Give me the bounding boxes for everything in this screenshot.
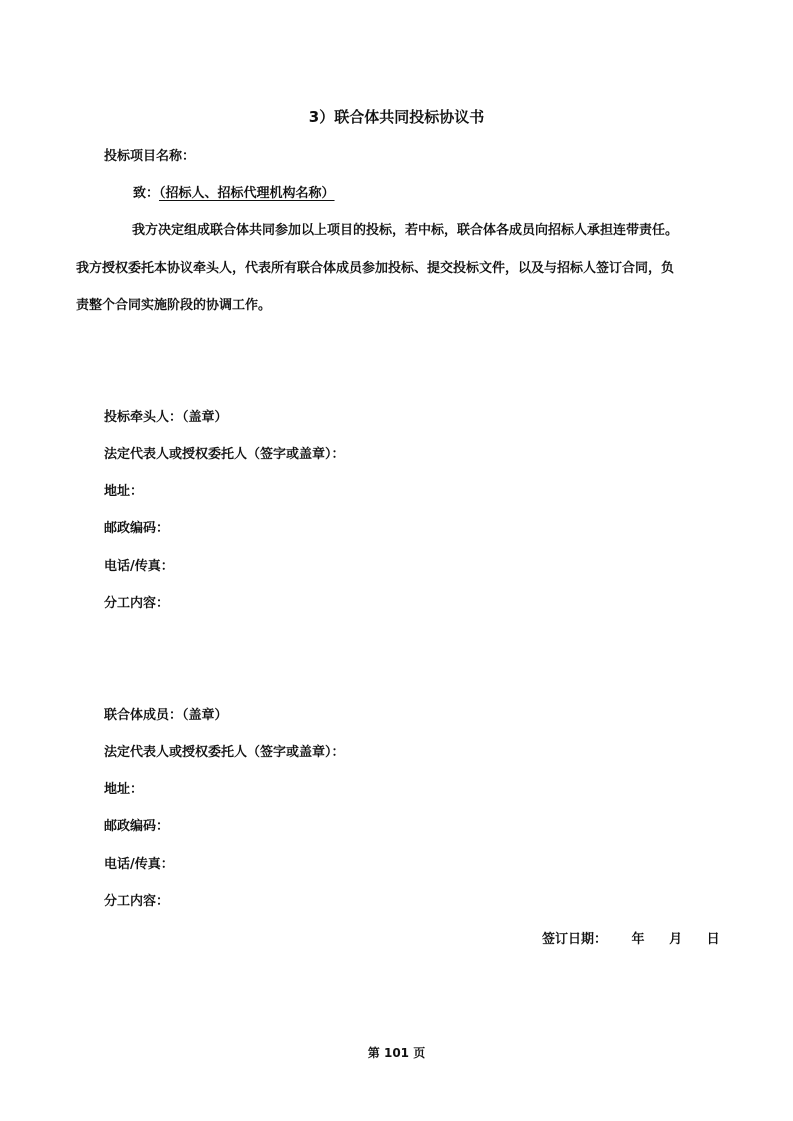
lead-party-postcode: 邮政编码： [104, 521, 170, 536]
lead-party-division: 分工内容： [104, 596, 170, 611]
addressee-value: （招标人、招标代理机构名称） [159, 186, 335, 201]
lead-party-representative: 法定代表人或授权委托人（签字或盖章）： [104, 447, 345, 462]
page-number-footer: 第 101 页 [367, 1046, 426, 1060]
member-party-postcode: 邮政编码： [104, 819, 170, 834]
signing-date [542, 931, 720, 949]
member-party-division: 分工内容： [104, 894, 170, 909]
lead-party-name: 投标牵头人：（盖章） [104, 410, 228, 425]
signing-date-label: 签订日期： [542, 932, 608, 947]
signing-date-day: 日 [706, 932, 720, 947]
member-party-name: 联合体成员：（盖章） [104, 708, 228, 723]
lead-party-phone-fax: 电话/传真： [104, 559, 174, 574]
body-line-3: 责整个合同实施阶段的协调工作。 [76, 298, 272, 313]
member-party-representative: 法定代表人或授权委托人（签字或盖章）： [104, 745, 345, 760]
body-line-1: 我方决定组成联合体共同参加以上项目的投标，若中标，联合体各成员向招标人承担连带责任。 [132, 223, 679, 238]
member-party-phone-fax: 电话/传真： [104, 857, 174, 872]
body-line-2: 我方授权委托本协议牵头人，代表所有联合体成员参加投标、提交投标文件，以及与招标人签订合同，负 [76, 261, 675, 276]
signing-date-month: 月 [669, 932, 683, 947]
addressee-prefix: 致： [133, 186, 160, 201]
member-party-address: 地址： [104, 782, 144, 797]
document-title: 3）联合体共同投标协议书 [308, 108, 485, 126]
project-name-label: 投标项目名称： [104, 149, 196, 164]
addressee [133, 185, 335, 203]
lead-party-address: 地址： [104, 484, 144, 499]
signing-date-year: 年 [631, 932, 645, 947]
